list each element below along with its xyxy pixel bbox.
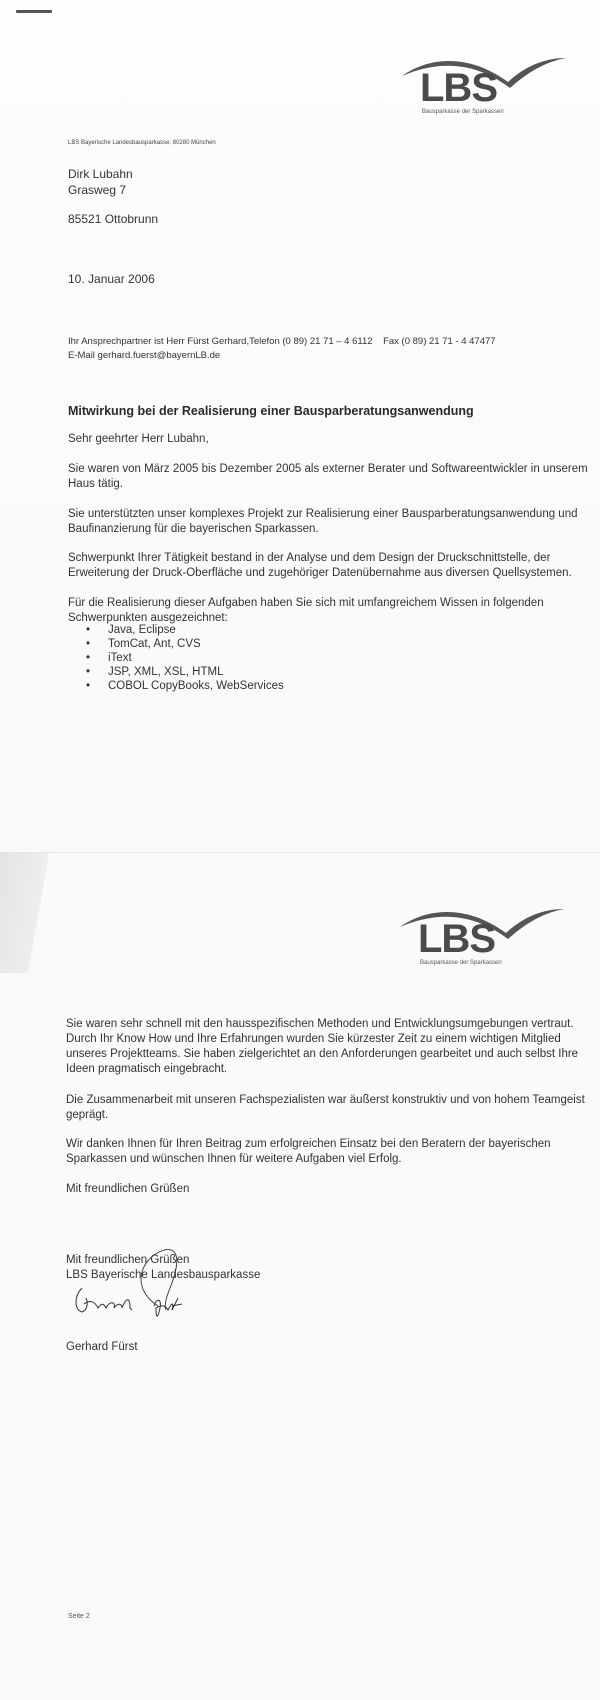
paragraph: Die Zusammenarbeit mit unseren Fachspezialisten war äußerst konstruktiv und von hohem Teamgeist geprägt. bbox=[66, 1094, 585, 1121]
scan-mark bbox=[16, 10, 52, 13]
closing: Mit freundlichen Grüßen bbox=[66, 1183, 190, 1195]
list-item: • TomCat, Ant, CVS bbox=[108, 637, 284, 651]
list-item: • iText bbox=[108, 651, 284, 665]
logo-brand: LBS bbox=[418, 917, 495, 961]
handwritten-signature-icon bbox=[70, 1248, 210, 1323]
recipient-city: 85521 Ottobrunn bbox=[68, 212, 159, 226]
lbs-logo bbox=[400, 52, 560, 122]
paragraph: Sie waren sehr schnell mit den hausspezifischen Methoden und Entwicklungsumgebungen vertraut. Durch Ihr Know How und Ihre Erfahrungen wurden Sie kürzester Zeit zu einem wichtigen Mitglied unseres Projektteams. Sie haben zielgerichtet an den Anforderungen gearbeitet und auch selbst Ihre Ideen pragmatisch eingebracht. bbox=[66, 1018, 579, 1075]
logo-tagline: Bausparkasse der Sparkassen bbox=[420, 960, 502, 966]
organization-name: LBS Bayerische Landesbausparkasse bbox=[66, 1269, 261, 1281]
paragraph: Für die Realisierung dieser Aufgaben haben Sie sich mit umfangreichem Wissen in folgenden Schwerpunkten ausgezeichnet: bbox=[68, 597, 544, 624]
page-number: Seite 2 bbox=[68, 1613, 90, 1620]
letter-subject: Mitwirkung bei der Realisierung einer Bausparberatungsanwendung bbox=[68, 404, 474, 418]
paragraph: Schwerpunkt Ihrer Tätigkeit bestand in der Analyse und dem Design der Druckschnittstelle, der Erweiterung der Druck-Oberfläche und zugehöriger Datenübernahme aus diversen Quellsystemen. bbox=[68, 552, 572, 579]
letter-page-2 bbox=[0, 852, 600, 1700]
paragraph: Wir danken Ihnen für Ihren Beitrag zum erfolgreichen Einsatz bei den Beratern der bayerischen Sparkassen und wünschen Ihnen für weitere Aufgaben viel Erfolg. bbox=[66, 1138, 551, 1165]
lbs-logo bbox=[398, 903, 558, 973]
list-item: • JSP, XML, XSL, HTML bbox=[108, 665, 284, 679]
list-item: • COBOL CopyBooks, WebServices bbox=[108, 679, 284, 693]
signatory-name: Gerhard Fürst bbox=[66, 1341, 138, 1353]
signature bbox=[70, 1248, 210, 1323]
scan-shadow bbox=[0, 853, 60, 973]
contact-line: Ihr Ansprechpartner ist Herr Fürst Gerhard,Telefon (0 89) 21 71 – 4 6112 Fax (0 89) 21 71 - 4 47477 bbox=[68, 336, 496, 347]
recipient-name: Dirk Lubahn bbox=[68, 167, 133, 181]
contact-email: E-Mail gerhard.fuerst@bayernLB.de bbox=[68, 350, 221, 361]
sender-line: LBS Bayerische Landesbausparkasse, 80280 München bbox=[68, 140, 216, 146]
letter-date: 10. Januar 2006 bbox=[68, 272, 155, 286]
paragraph: Sie waren von März 2005 bis Dezember 2005 als externer Berater und Softwareentwickler in unserem Haus tätig. bbox=[68, 463, 588, 490]
logo-tagline: Bausparkasse der Sparkassen bbox=[422, 109, 504, 115]
logo-brand: LBS bbox=[420, 66, 497, 110]
closing: Mit freundlichen Grüßen bbox=[66, 1254, 190, 1266]
salutation: Sehr geehrter Herr Lubahn, bbox=[68, 433, 209, 445]
paragraph: Sie unterstützten unser komplexes Projekt zur Realisierung einer Bausparberatungsanwendung und Baufinanzierung für die bayerischen Sparkassen. bbox=[68, 508, 578, 535]
skills-list bbox=[68, 623, 284, 693]
list-item: • Java, Eclipse bbox=[108, 623, 284, 637]
recipient-street: Grasweg 7 bbox=[68, 183, 127, 197]
